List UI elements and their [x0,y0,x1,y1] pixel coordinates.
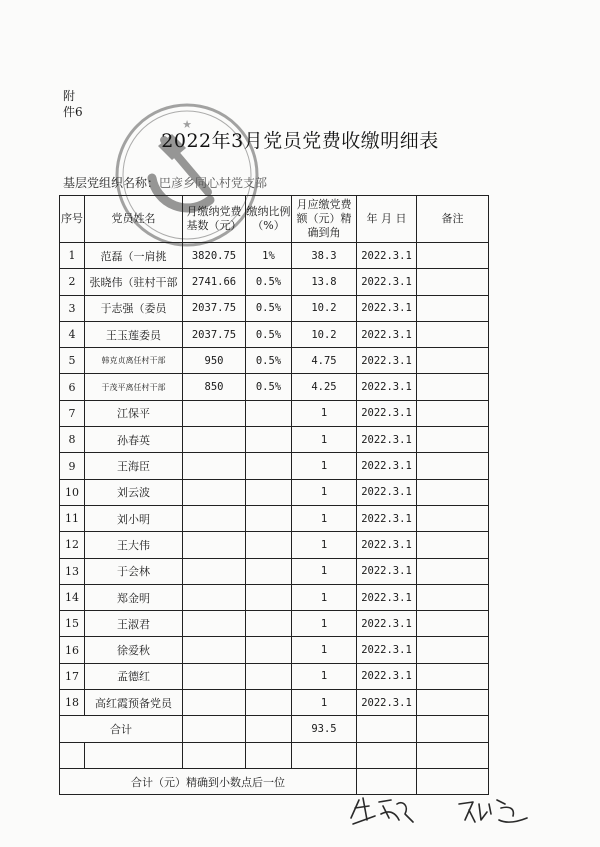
footer-note-row [60,768,489,794]
cell-name: 于茂平离任村干部 [85,374,183,400]
cell-base [183,611,246,637]
cell-seq: 3 [60,295,85,321]
table-row [60,243,489,269]
attachment-line2: 件6 [63,105,83,119]
cell-seq: 13 [60,558,85,584]
cell-due: 1 [292,532,357,558]
table-row [60,295,489,321]
cell-due: 1 [292,400,357,426]
cell-note [417,663,489,689]
header-note: 备注 [417,196,489,243]
table-row [60,321,489,347]
cell-name: 刘小明 [85,505,183,531]
cell-base: 2037.75 [183,295,246,321]
cell-note [417,479,489,505]
header-rate: 缴纳比例（%） [246,196,292,243]
table-row [60,269,489,295]
cell-base [183,400,246,426]
cell-note [417,532,489,558]
table-row [60,532,489,558]
table-row [60,611,489,637]
cell-name: 张晓伟（驻村干部 [85,269,183,295]
cell-name: 王海臣 [85,453,183,479]
footer-note: 合计（元）精确到小数点后一位 [60,768,357,794]
cell-note [417,400,489,426]
cell-due: 13.8 [292,269,357,295]
cell-rate [246,453,292,479]
cell-date: 2022.3.1 [357,269,417,295]
table-row [60,453,489,479]
cell-due: 10.2 [292,321,357,347]
cell-rate [246,400,292,426]
header-due: 月应缴党费额（元）精确到角 [292,196,357,243]
cell-rate [246,584,292,610]
cell-name: 江保平 [85,400,183,426]
table-row [60,400,489,426]
cell-due: 1 [292,427,357,453]
cell-rate [246,690,292,716]
cell-rate [246,611,292,637]
cell-rate: 0.5% [246,374,292,400]
cell-base [183,479,246,505]
cell-due: 10.2 [292,295,357,321]
cell-seq: 8 [60,427,85,453]
cell-name: 于会林 [85,558,183,584]
cell-note [417,690,489,716]
svg-text:★: ★ [182,118,192,131]
cell-date: 2022.3.1 [357,637,417,663]
cell-name: 于志强（委员 [85,295,183,321]
attachment-label [63,88,83,120]
cell-date: 2022.3.1 [357,479,417,505]
cell-note [417,427,489,453]
cell-rate: 0.5% [246,348,292,374]
cell-seq: 15 [60,611,85,637]
table-row [60,558,489,584]
cell-due: 1 [292,479,357,505]
cell-date: 2022.3.1 [357,663,417,689]
cell-note [417,637,489,663]
cell-base [183,558,246,584]
cell-rate [246,637,292,663]
cell-name: 刘云波 [85,479,183,505]
cell-seq: 5 [60,348,85,374]
cell-due: 1 [292,505,357,531]
cell-name: 王玉莲委员 [85,321,183,347]
header-date: 年 月 日 [357,196,417,243]
cell-date: 2022.3.1 [357,453,417,479]
cell-seq: 4 [60,321,85,347]
cell-date: 2022.3.1 [357,348,417,374]
cell-note [417,243,489,269]
cell-seq: 7 [60,400,85,426]
cell-date: 2022.3.1 [357,427,417,453]
table-row [60,663,489,689]
cell-seq: 11 [60,505,85,531]
header-base: 月缴纳党费基数（元） [183,196,246,243]
cell-date: 2022.3.1 [357,374,417,400]
cell-note [417,505,489,531]
cell-note [417,269,489,295]
cell-note [417,558,489,584]
cell-due: 1 [292,453,357,479]
cell-name: 王大伟 [85,532,183,558]
cell-rate [246,505,292,531]
cell-base [183,663,246,689]
cell-due: 38.3 [292,243,357,269]
cell-due: 1 [292,663,357,689]
signature-1 [345,790,420,830]
cell-note [417,348,489,374]
cell-seq: 16 [60,637,85,663]
cell-base [183,584,246,610]
cell-date: 2022.3.1 [357,243,417,269]
cell-note [417,611,489,637]
cell-date: 2022.3.1 [357,532,417,558]
cell-rate: 0.5% [246,269,292,295]
cell-name: 孟德红 [85,663,183,689]
cell-note [417,374,489,400]
table-row [60,374,489,400]
cell-seq: 14 [60,584,85,610]
cell-name: 郑金明 [85,584,183,610]
cell-due: 4.75 [292,348,357,374]
cell-date: 2022.3.1 [357,505,417,531]
cell-seq: 10 [60,479,85,505]
cell-base [183,453,246,479]
cell-base [183,690,246,716]
table-row [60,479,489,505]
header-seq: 序号 [60,196,85,243]
cell-note [417,295,489,321]
page-title: 2022年3月党员党费收缴明细表 [161,130,439,152]
cell-note [417,453,489,479]
cell-date: 2022.3.1 [357,584,417,610]
cell-base [183,532,246,558]
cell-date: 2022.3.1 [357,400,417,426]
cell-name: 王淑君 [85,611,183,637]
cell-seq: 17 [60,663,85,689]
cell-seq: 18 [60,690,85,716]
cell-due: 1 [292,558,357,584]
table-row [60,584,489,610]
cell-base [183,427,246,453]
cell-rate [246,558,292,584]
table-row [60,348,489,374]
table-header-row [60,196,489,243]
cell-due: 4.25 [292,374,357,400]
cell-note [417,321,489,347]
organization-line [63,174,267,191]
cell-rate: 1% [246,243,292,269]
cell-base [183,505,246,531]
cell-name: 高红霞预备党员 [85,690,183,716]
cell-due: 1 [292,584,357,610]
cell-seq: 1 [60,243,85,269]
blank-row [60,742,489,768]
cell-date: 2022.3.1 [357,558,417,584]
table-row [60,690,489,716]
total-due: 93.5 [292,716,357,742]
cell-name: 韩克贞离任村干部 [85,348,183,374]
organization-name: 巴彦乡同心村党支部 [159,176,268,190]
cell-base: 950 [183,348,246,374]
cell-rate [246,532,292,558]
cell-due: 1 [292,637,357,663]
cell-name: 徐爱秋 [85,637,183,663]
cell-base: 2741.66 [183,269,246,295]
cell-note [417,584,489,610]
cell-due: 1 [292,611,357,637]
table-row [60,427,489,453]
cell-rate [246,479,292,505]
cell-date: 2022.3.1 [357,295,417,321]
cell-rate: 0.5% [246,295,292,321]
table-row [60,637,489,663]
attachment-line1: 附 [63,89,76,103]
cell-base [183,637,246,663]
total-label: 合计 [60,716,183,742]
cell-rate: 0.5% [246,321,292,347]
cell-rate [246,427,292,453]
cell-seq: 12 [60,532,85,558]
dues-table [59,195,489,795]
cell-seq: 9 [60,453,85,479]
cell-base: 850 [183,374,246,400]
cell-base: 3820.75 [183,243,246,269]
cell-rate [246,663,292,689]
cell-seq: 2 [60,269,85,295]
cell-date: 2022.3.1 [357,321,417,347]
organization-label: 基层党组织名称： [63,176,160,190]
cell-date: 2022.3.1 [357,690,417,716]
header-name: 党员姓名 [85,196,183,243]
cell-seq: 6 [60,374,85,400]
signature-2 [455,790,530,830]
cell-date: 2022.3.1 [357,611,417,637]
total-row [60,716,489,742]
cell-name: 孙春英 [85,427,183,453]
cell-base: 2037.75 [183,321,246,347]
cell-due: 1 [292,690,357,716]
table-row [60,505,489,531]
cell-name: 范磊（一肩挑 [85,243,183,269]
